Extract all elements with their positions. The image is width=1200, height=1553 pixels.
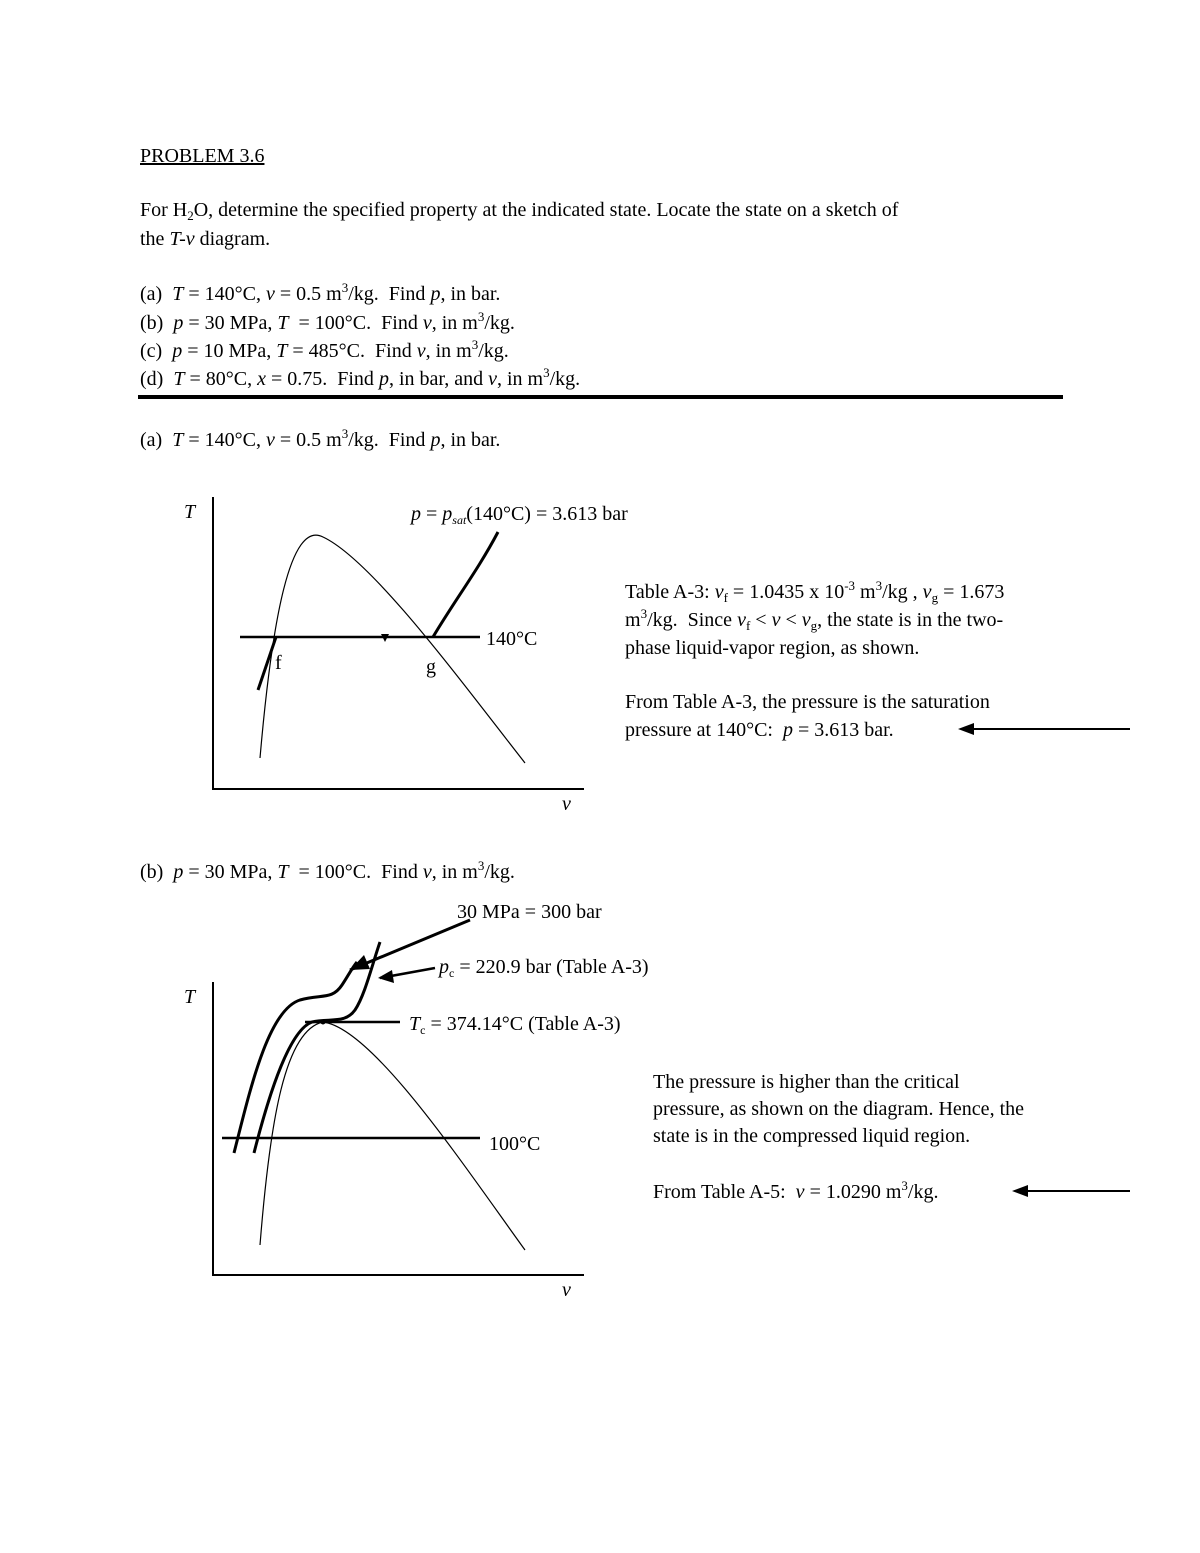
statement-line-1: For $H_2O$, determine the specified property at the indicated state. Locate the state on a sketch of	[140, 199, 899, 223]
explanation-a-line-4: From Table A-3, the pressure is the saturation	[625, 691, 990, 713]
diagram-b-tc-label: $T_c = 374.14^\circ C$ (Table A-3)	[409, 1013, 621, 1037]
part-d: (d) T = 80°C, x = 0.75. Find p, in bar, and v, in $m^3/kg$.	[140, 365, 581, 390]
part-a: (a) T = 140°C, v = 0.5 $m^3/kg$. Find p, in bar.	[140, 280, 501, 305]
diagram-a-x-label: v	[562, 793, 571, 815]
solution-b-heading: (b) p = 30 MPa, T = 100°C. Find v, in $m^3/kg$.	[140, 858, 515, 883]
diagram-b-isotherm-label: 100°C	[489, 1133, 541, 1155]
statement-line-2: the T-v diagram.	[140, 228, 271, 250]
diagram-b-critical-point	[321, 1020, 326, 1025]
explanation-a-line-1: Table A-3: $v_f = 1.0435$ x $10^{-3}$ $m^3/kg$ , $v_g = 1.673$	[625, 578, 1005, 605]
diagram-b-300bar-label: 30 MPa = 300 bar	[457, 901, 602, 923]
diagram-a-point-f: f	[275, 652, 282, 674]
diagram-b-y-label: T	[184, 986, 196, 1008]
explanation-a-line-2: $m^3/kg$. Since $v_f < v < v_g$, the state is in the two-	[625, 606, 1004, 633]
diagram-b-300bar-arrowhead	[350, 955, 370, 970]
diagram-b-isobar-300bar	[234, 962, 357, 1153]
explanation-b-line-3: state is in the compressed liquid region.	[653, 1125, 971, 1147]
problem-title: PROBLEM 3.6	[140, 145, 265, 167]
diagram-b-saturation-dome	[260, 1022, 525, 1250]
diagram-b-x-label: v	[562, 1279, 571, 1301]
diagram-a-y-label: T	[184, 501, 196, 523]
diagram-a-point-g: g	[426, 656, 436, 678]
explanation-a-line-5: pressure at 140°C: p = 3.613 bar.	[625, 719, 894, 741]
diagram-a-isobar-label: $p = p_{sat}(140^\circ C) = 3.613$ bar	[411, 503, 628, 527]
answer-b-arrowhead	[1012, 1185, 1028, 1197]
explanation-b-line-2: pressure, as shown on the diagram. Hence, the	[653, 1098, 1024, 1120]
diagram-a-isotherm-label: 140°C	[486, 628, 538, 650]
part-b: (b) p = 30 MPa, T = 100°C. Find v, in $m^3/kg$.	[140, 309, 515, 334]
diagram-b-isobar-critical	[254, 942, 380, 1153]
explanation-b-line-4: From Table A-5: v = 1.0290 $m^3/kg$.	[653, 1178, 939, 1203]
diagram-b-pc-label: $p_c = 220.9$ bar (Table A-3)	[439, 956, 649, 980]
part-c: (c) p = 10 MPa, T = 485°C. Find v, in $m^3/kg$.	[140, 337, 509, 362]
diagram-b-pc-arrowhead	[378, 970, 394, 983]
solution-a-heading: (a) T = 140°C, v = 0.5 $m^3/kg$. Find p, in bar.	[140, 426, 501, 451]
explanation-a-line-3: phase liquid-vapor region, as shown.	[625, 637, 920, 659]
explanation-b-line-1: The pressure is higher than the critical	[653, 1071, 960, 1093]
diagram-b-300bar-pointer	[350, 920, 470, 970]
